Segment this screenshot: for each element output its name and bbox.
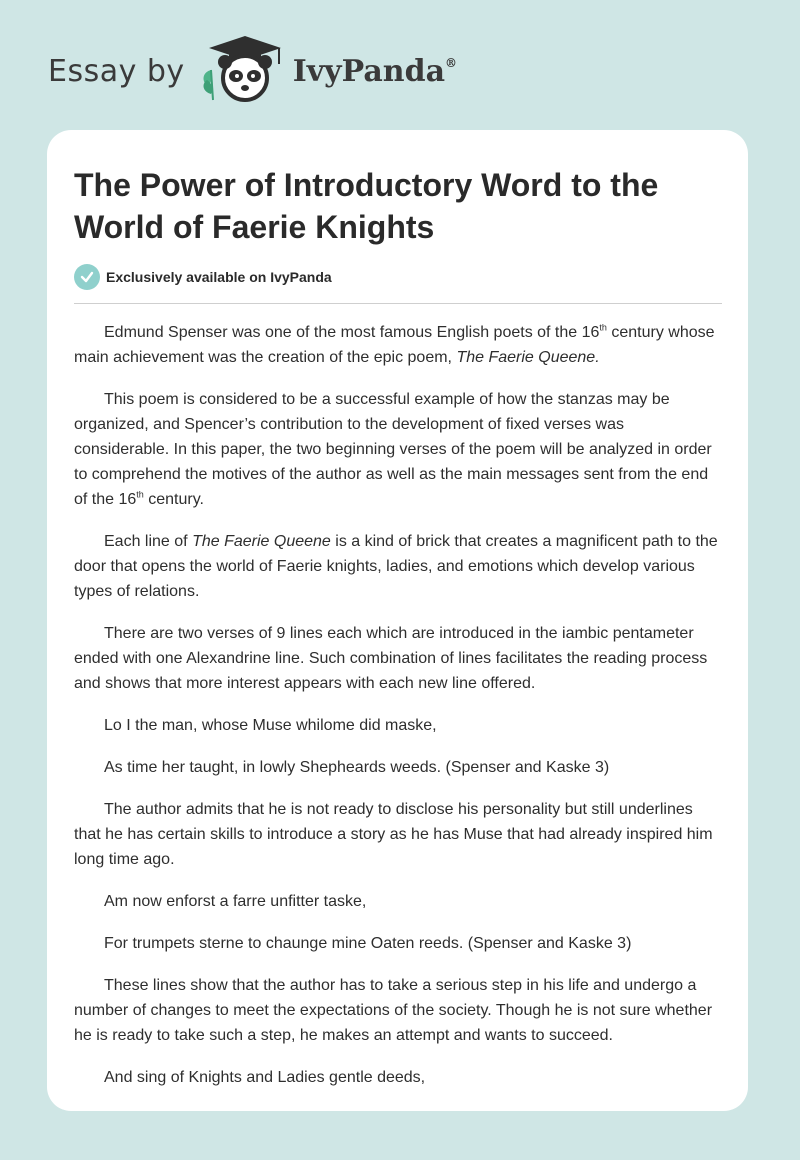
verse-line: And sing of Knights and Ladies gentle deeds, [104,1069,426,1086]
check-circle-icon [74,264,100,290]
verse-line: Lo I the man, whose Muse whilome did maske, [104,717,437,734]
registered-mark: ® [445,55,458,70]
paragraph: This poem is considered to be a successful example of how the stanzas may be organized, and Spencer’s contribution to the development of fixed verses was considerable. In this paper, the two beginning verses of the poem will be analyzed in order to comprehend the motives of the author as well as the main messages sent from the end of the 16th century. [74,391,712,508]
paragraph: The author admits that he is not ready to disclose his personality but still underlines that he has certain skills to introduce a story as he has Muse that had already inspired him long time ago. [74,801,713,868]
essay-card [47,130,748,1111]
brand-name[interactable]: IvyPanda® [292,53,458,89]
site-header [48,36,457,106]
essay-by-label: Essay by [48,53,185,89]
exclusive-badge-label: Exclusively available on IvyPanda [106,269,332,285]
essay-body [74,320,722,1107]
verse-line: As time her taught, in lowly Shepheards weeds. (Spenser and Kaske 3) [104,759,610,776]
divider [74,303,722,304]
essay-title: The Power of Introductory Word to the World of Faerie Knights [74,167,659,245]
exclusive-badge [74,264,332,290]
paragraph: Each line of The Faerie Queene is a kind of brick that creates a magnificent path to the door that opens the world of Faerie knights, ladies, and emotions which develop various types of relations. [74,533,718,600]
paragraph: Edmund Spenser was one of the most famous English poets of the 16th century whose main achievement was the creation of the epic poem, The Faerie Queene. [74,322,715,366]
verse-line: Am now enforst a farre unfitter taske, [104,893,367,910]
paragraph: There are two verses of 9 lines each which are introduced in the iambic pentameter ended with one Alexandrine line. Such combination of lines facilitates the reading process and shows that more interest appears with each new line offered. [74,625,708,692]
panda-graduate-icon[interactable] [199,34,293,109]
paragraph: These lines show that the author has to take a serious step in his life and undergo a number of changes to meet the expectations of the society. Though he is not sure whether he is ready to take such a step, he makes an attempt and wants to succeed. [74,977,713,1044]
verse-line: For trumpets sterne to chaunge mine Oaten reeds. (Spenser and Kaske 3) [104,935,632,952]
